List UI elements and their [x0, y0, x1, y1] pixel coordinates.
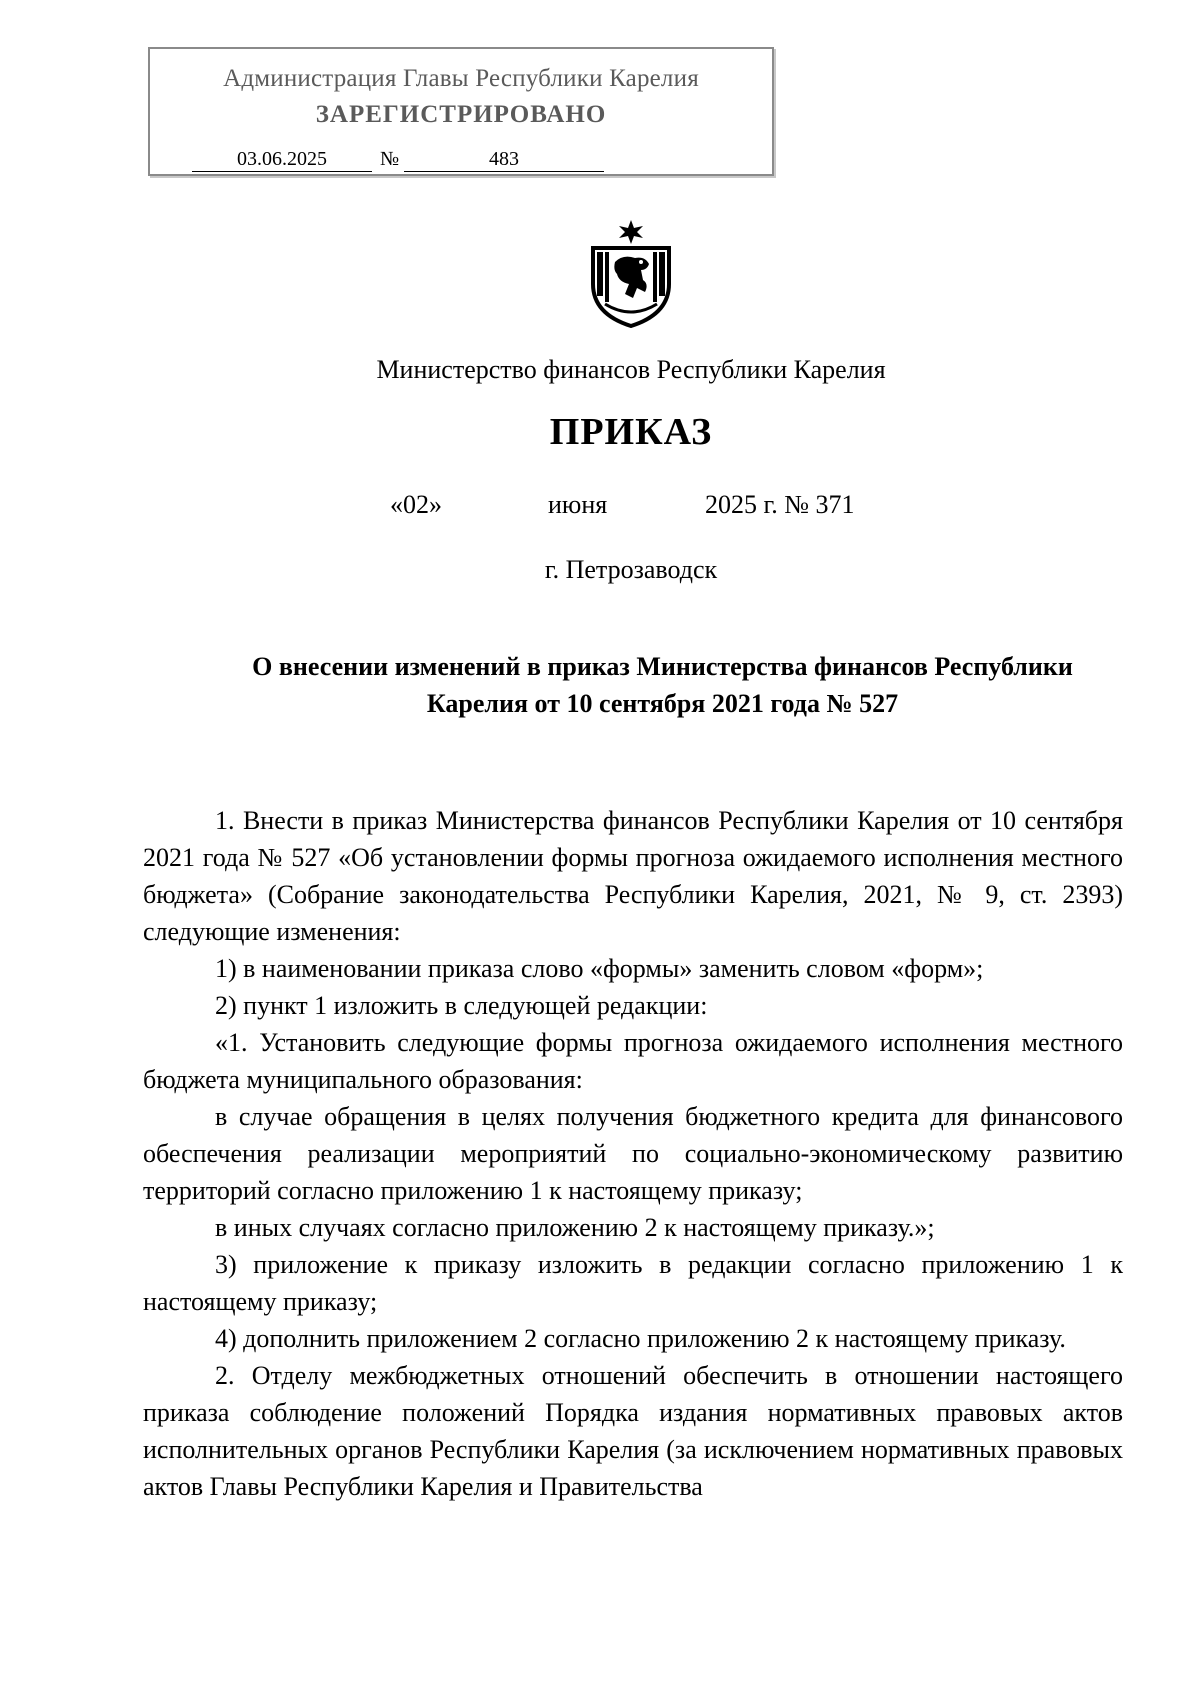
paragraph: 1. Внести в приказ Министерства финансов Республики Карелия от 10 сентября 2021 года № 527 «Об установлении формы прогноза ожидаемого исполнения местного бюджета» (Собрание законодательства Республики Карелия, 2021, № 9, ст. 2393) следующие изменения: [143, 806, 1123, 946]
paragraph: в иных случаях согласно приложению 2 к настоящему приказу.»; [215, 1213, 935, 1242]
stamp-number-label: № [380, 148, 400, 170]
stamp-status: ЗАРЕГИСТРИРОВАНО [315, 101, 607, 128]
paragraph: 1) в наименовании приказа слово «формы» заменить словом «форм»; [215, 954, 984, 983]
order-subject: О внесении изменений в приказ Министерства финансов Республики Карелия от 10 сентября 2021 года № 527 [252, 652, 1073, 718]
paragraph: 4) дополнить приложением 2 согласно приложению 2 к настоящему приказу. [215, 1324, 1066, 1353]
stamp-date: 03.06.2025 [192, 147, 372, 172]
stamp-number: 483 [404, 147, 604, 172]
order-body [143, 802, 1123, 1505]
paragraph: в случае обращения в целях получения бюджетного кредита для финансового обеспечения реализации мероприятий по социально-экономическому развитию территорий согласно приложению 1 к настоящему приказу; [143, 1102, 1123, 1205]
order-year-number: 2025 г. № 371 [705, 490, 855, 519]
paragraph: 2) пункт 1 изложить в следующей редакции: [215, 991, 708, 1020]
registration-stamp [148, 47, 774, 176]
order-day: «02» [390, 490, 442, 519]
stamp-organization: Администрация Главы Республики Карелия [223, 65, 699, 92]
paragraph: «1. Установить следующие формы прогноза ожидаемого исполнения местного бюджета муниципального образования: [143, 1028, 1123, 1094]
karelia-coat-of-arms-icon [585, 218, 677, 328]
document-type: ПРИКАЗ [549, 411, 713, 453]
ministry-name: Министерство финансов Республики Карелия [376, 355, 886, 384]
city: г. Петрозаводск [544, 555, 718, 584]
order-month: июня [548, 490, 608, 519]
paragraph: 2. Отделу межбюджетных отношений обеспечить в отношении настоящего приказа соблюдение положений Порядка издания нормативных правовых актов исполнительных органов Республики Карелия (за исключением нормативных правовых актов Главы Республики Карелия и Правительства [143, 1361, 1123, 1501]
paragraph: 3) приложение к приказу изложить в редакции согласно приложению 1 к настоящему приказу; [143, 1250, 1123, 1316]
